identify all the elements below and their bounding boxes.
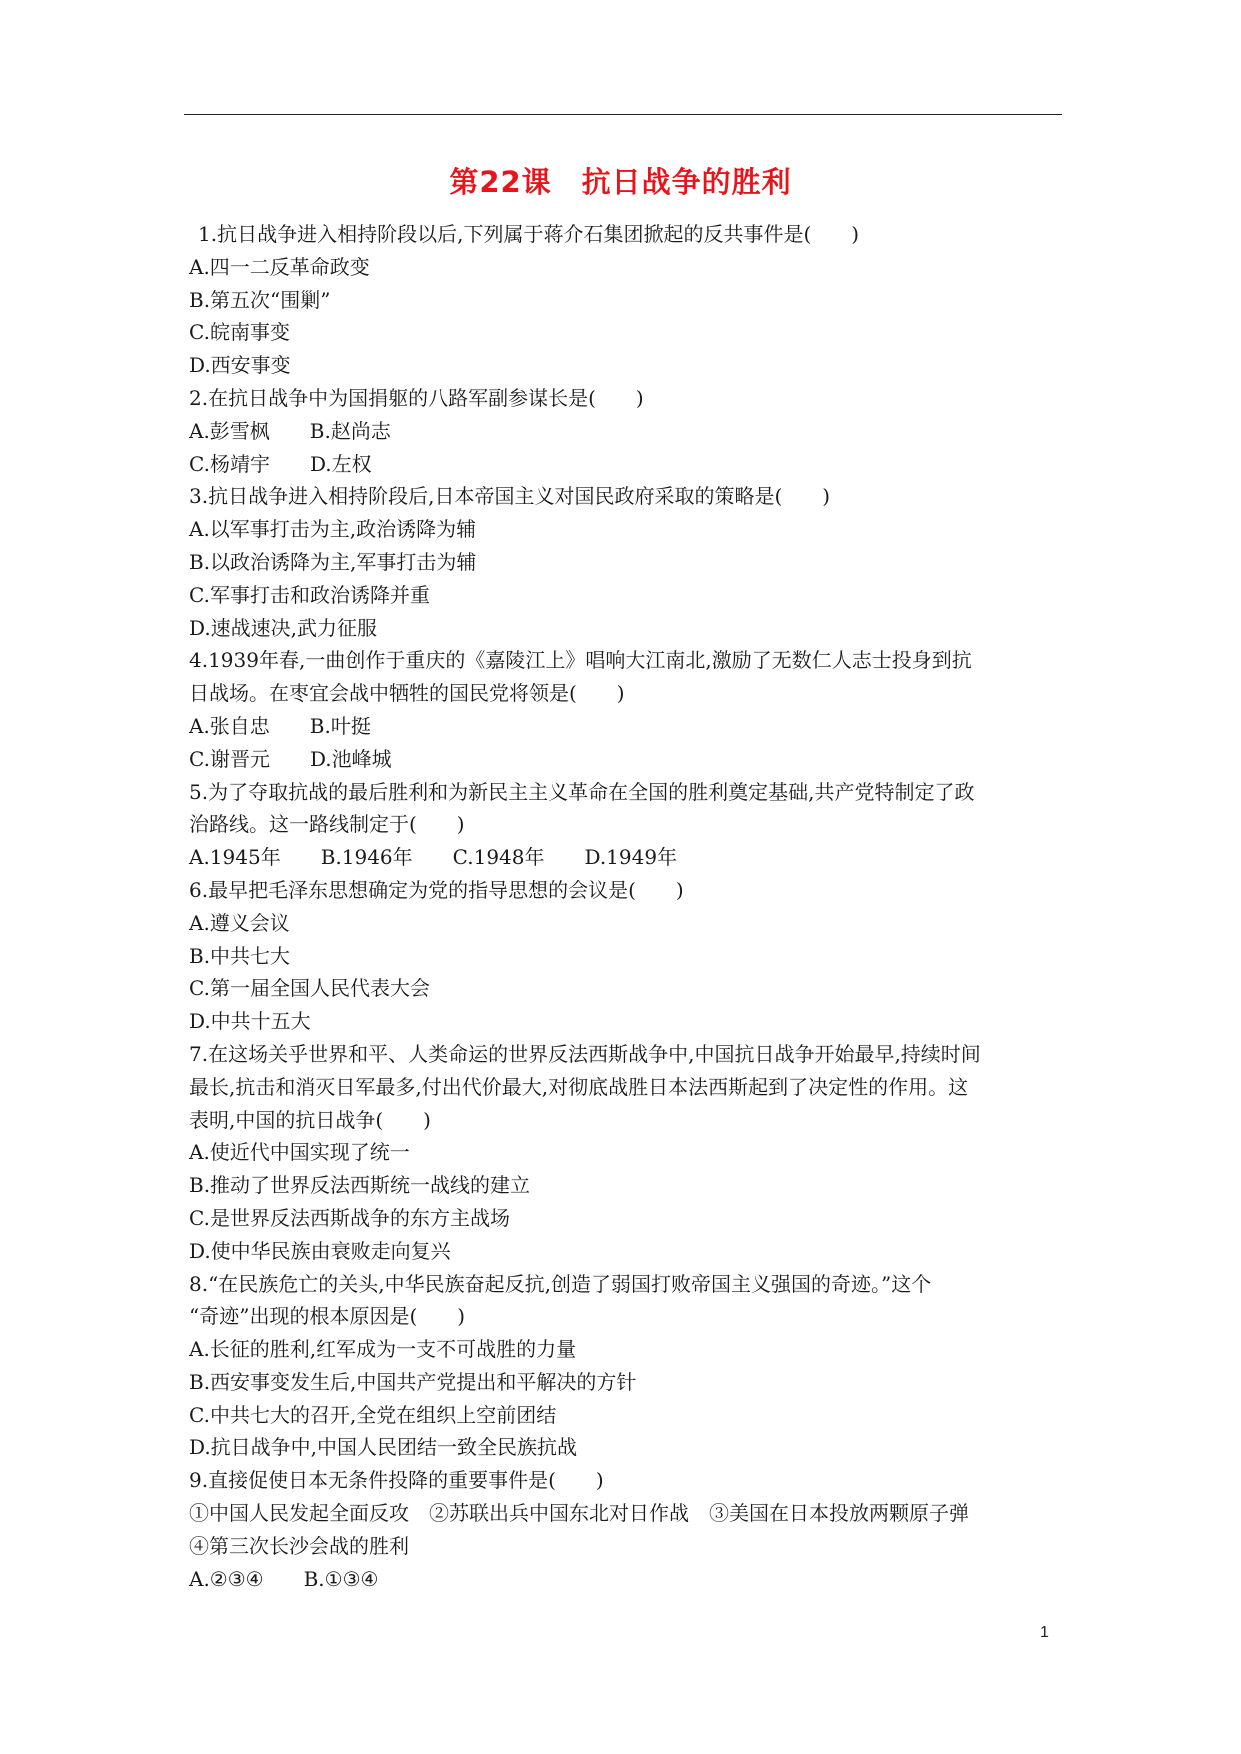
question-7-stem: 7.在这场关乎世界和平、人类命运的世界反法西斯战争中,中国抗日战争开始最早,持续时间 <box>189 1041 981 1066</box>
question-5-stem-continued: 治路线。这一路线制定于( ) <box>189 812 465 837</box>
question-4-options-cd: C.谢晋元 D.池峰城 <box>189 746 392 771</box>
question-7-option-d: D.使中华民族由衰败走向复兴 <box>189 1238 451 1263</box>
header-rule <box>184 114 1062 115</box>
question-3-option-c: C.军事打击和政治诱降并重 <box>189 582 430 607</box>
question-9-items: ①中国人民发起全面反攻 ②苏联出兵中国东北对日作战 ③美国在日本投放两颗原子弹 <box>189 1501 969 1526</box>
question-9-stem: 9.直接促使日本无条件投降的重要事件是( ) <box>189 1468 604 1493</box>
question-6-option-a: A.遵义会议 <box>189 910 290 935</box>
page-number: 1 <box>1040 1624 1049 1641</box>
question-1-option-c: C.皖南事变 <box>189 320 290 345</box>
question-3-option-d: D.速战速决,武力征服 <box>189 615 378 640</box>
question-8-stem-continued: “奇迹”出现的根本原因是( ) <box>189 1304 466 1329</box>
question-3-stem: 3.抗日战争进入相持阶段后,日本帝国主义对国民政府采取的策略是( ) <box>189 484 831 509</box>
question-6-stem: 6.最早把毛泽东思想确定为党的指导思想的会议是( ) <box>189 877 684 902</box>
question-4-stem-continued: 日战场。在枣宜会战中牺牲的国民党将领是( ) <box>189 681 625 706</box>
question-2-options-cd: C.杨靖宇 D.左权 <box>189 451 372 476</box>
question-7-option-b: B.推动了世界反法西斯统一战线的建立 <box>189 1173 531 1198</box>
question-2-stem: 2.在抗日战争中为国捐躯的八路军副参谋长是( ) <box>189 385 644 410</box>
question-4-stem: 4.1939年春,一曲创作于重庆的《嘉陵江上》唱响大江南北,激励了无数仁人志士投身到抗 <box>189 648 972 673</box>
question-6-option-c: C.第一届全国人民代表大会 <box>189 976 430 1001</box>
question-6-option-d: D.中共十五大 <box>189 1009 311 1034</box>
question-8-option-a: A.长征的胜利,红军成为一支不可战胜的力量 <box>189 1337 577 1362</box>
question-1-option-d: D.西安事变 <box>189 353 291 378</box>
question-5-stem: 5.为了夺取抗战的最后胜利和为新民主主义革命在全国的胜利奠定基础,共产党特制定了政 <box>189 779 975 804</box>
question-8-option-c: C.中共七大的召开,全党在组织上空前团结 <box>189 1402 557 1427</box>
question-7-option-a: A.使近代中国实现了统一 <box>189 1140 410 1165</box>
question-8-option-d: D.抗日战争中,中国人民团结一致全民族抗战 <box>189 1435 578 1460</box>
question-5-options: A.1945年 B.1946年 C.1948年 D.1949年 <box>189 845 678 870</box>
question-8-stem: 8.“在民族危亡的关头,中华民族奋起反抗,创造了弱国打败帝国主义强国的奇迹。”这个 <box>189 1271 932 1296</box>
question-7-option-c: C.是世界反法西斯战争的东方主战场 <box>189 1205 510 1230</box>
question-3-option-b: B.以政治诱降为主,军事打击为辅 <box>189 549 477 574</box>
question-7-stem-end: 表明,中国的抗日战争( ) <box>189 1107 431 1132</box>
question-list <box>189 218 1069 1595</box>
question-3-option-a: A.以军事打击为主,政治诱降为辅 <box>189 517 477 542</box>
question-6-option-b: B.中共七大 <box>189 943 291 968</box>
question-9-options: A.②③④ B.①③④ <box>189 1566 379 1591</box>
question-8-option-b: B.西安事变发生后,中国共产党提出和平解决的方针 <box>189 1369 637 1394</box>
question-1-option-b: B.第五次“围剿” <box>189 287 331 312</box>
question-4-options-ab: A.张自忠 B.叶挺 <box>189 713 371 738</box>
question-1-stem: 1.抗日战争进入相持阶段以后,下列属于蒋介石集团掀起的反共事件是( ) <box>198 222 860 246</box>
question-1-option-a: A.四一二反革命政变 <box>189 254 370 279</box>
question-2-options-ab: A.彭雪枫 B.赵尚志 <box>189 418 391 443</box>
question-7-stem-continued: 最长,抗击和消灭日军最多,付出代价最大,对彻底战胜日本法西斯起到了决定性的作用。这 <box>189 1074 969 1099</box>
page-title: 第22课 抗日战争的胜利 <box>449 165 792 199</box>
question-9-items-continued: ④第三次长沙会战的胜利 <box>189 1533 409 1558</box>
